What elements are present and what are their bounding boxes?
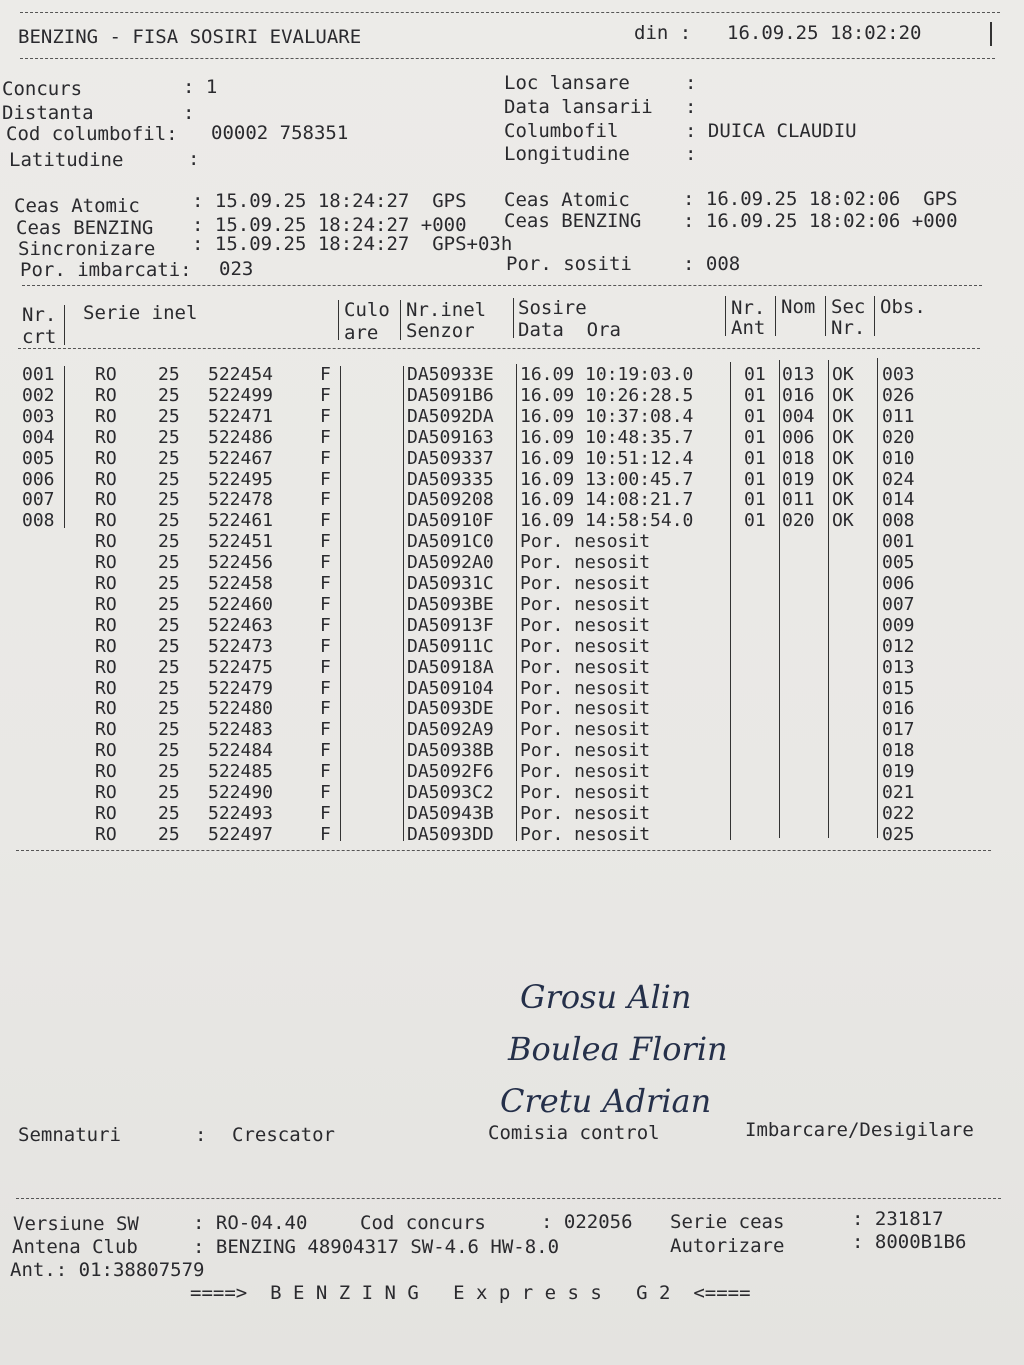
cell-senzor: DA509335 xyxy=(407,468,494,490)
cell-obs: 019 xyxy=(882,761,915,783)
ceas-benzing-label: Ceas BENZING xyxy=(16,217,154,239)
longitudine-value: : xyxy=(685,143,697,165)
table-row xyxy=(0,364,1024,385)
cell-sec: OK xyxy=(832,384,854,406)
cell-obs: 013 xyxy=(882,656,915,678)
header-divider xyxy=(20,58,995,59)
cell-inel: 522467 xyxy=(208,447,274,469)
cell-nr-crt: 002 xyxy=(22,384,55,406)
cell-tara: RO xyxy=(95,823,117,845)
cell-senzor: DA50913F xyxy=(407,614,494,636)
cell-nom: 020 xyxy=(782,510,815,532)
table-row xyxy=(0,406,1024,427)
cell-sex: F xyxy=(320,447,331,469)
cell-obs: 014 xyxy=(882,489,915,511)
col-sec-1: Sec xyxy=(831,296,866,318)
cell-inel: 522484 xyxy=(208,740,274,762)
por-sositi-value: : 008 xyxy=(683,253,741,275)
cell-an: 25 xyxy=(158,761,180,783)
cell-sosire: 16.09 10:37:08.4 xyxy=(520,405,694,427)
cell-nr-ant: 01 xyxy=(744,405,766,427)
cell-an: 25 xyxy=(158,447,180,469)
table-bottom-divider xyxy=(16,850,991,851)
cell-sec: OK xyxy=(832,468,854,490)
cell-tara: RO xyxy=(95,364,117,385)
cell-nr-ant: 01 xyxy=(744,384,766,406)
columbofil-label: Columbofil xyxy=(504,120,619,142)
ceas-benzing-right-value: : 16.09.25 18:02:06 +000 xyxy=(683,210,958,232)
signature-3: Cretu Adrian xyxy=(500,1082,712,1120)
cell-inel: 522454 xyxy=(208,364,274,385)
cell-nom: 006 xyxy=(782,426,815,448)
cell-sosire: Por. nesosit xyxy=(520,552,651,574)
table-row xyxy=(0,636,1024,657)
cod-concurs-label: Cod concurs xyxy=(360,1212,486,1234)
col-nr-inel-1: Nr.inel xyxy=(406,299,487,321)
table-row xyxy=(0,510,1024,531)
semnaturi-separator: : xyxy=(195,1124,207,1146)
cell-sex: F xyxy=(320,719,331,741)
hdr-sep xyxy=(825,296,826,336)
cell-nr-crt: 006 xyxy=(22,468,55,490)
cod-columbofil-value: 00002 758351 xyxy=(211,122,349,144)
cell-inel: 522483 xyxy=(208,719,274,741)
data-lansarii-label: Data lansarii xyxy=(504,96,653,118)
serie-ceas-label: Serie ceas xyxy=(670,1211,785,1233)
cell-tara: RO xyxy=(95,656,117,678)
cell-nr-crt: 007 xyxy=(22,489,55,511)
cell-sex: F xyxy=(320,635,331,657)
cell-sosire: Por. nesosit xyxy=(520,740,651,762)
cell-sosire: 16.09 10:26:28.5 xyxy=(520,384,694,406)
col-nr-ant-2: Ant xyxy=(731,317,766,339)
col-data-ora: Data Ora xyxy=(518,319,621,341)
cell-senzor: DA50918A xyxy=(407,656,494,678)
cell-obs: 015 xyxy=(882,677,915,699)
din-label: din : xyxy=(634,22,692,44)
cell-sex: F xyxy=(320,698,331,720)
autorizare-label: Autorizare xyxy=(670,1235,785,1257)
ceas-atomic-right-value: : 16.09.25 18:02:06 GPS xyxy=(683,188,958,210)
cell-tara: RO xyxy=(95,740,117,762)
loc-lansare-value: : xyxy=(685,72,697,94)
cell-inel: 522475 xyxy=(208,656,274,678)
cell-sec: OK xyxy=(832,426,854,448)
imbarcare-label: Imbarcare/Desigilare xyxy=(745,1119,974,1141)
cell-inel: 522499 xyxy=(208,384,274,406)
table-row xyxy=(0,469,1024,490)
ceas-benzing-right-label: Ceas BENZING xyxy=(504,210,642,232)
cell-sex: F xyxy=(320,552,331,574)
cell-inel: 522497 xyxy=(208,823,274,845)
por-imbarcati-value: 023 xyxy=(219,258,254,280)
semnaturi-label: Semnaturi xyxy=(18,1124,121,1146)
cell-nom: 004 xyxy=(782,405,815,427)
cell-tara: RO xyxy=(95,468,117,490)
antena-label: Antena Club xyxy=(12,1236,138,1258)
col-serie-inel: Serie inel xyxy=(83,302,198,324)
cell-an: 25 xyxy=(158,364,180,385)
cell-an: 25 xyxy=(158,489,180,511)
brand-line: ====> B E N Z I N G E x p r e s s G 2 <==== xyxy=(190,1282,751,1304)
cell-nom: 011 xyxy=(782,489,815,511)
cell-senzor: DA50911C xyxy=(407,635,494,657)
cell-an: 25 xyxy=(158,802,180,824)
col-culoare-2: are xyxy=(344,322,379,344)
table-row xyxy=(0,719,1024,740)
columbofil-value: : DUICA CLAUDIU xyxy=(685,120,857,142)
cell-sex: F xyxy=(320,823,331,845)
cell-sec: OK xyxy=(832,510,854,532)
cell-sosire: Por. nesosit xyxy=(520,823,651,845)
table-header-divider xyxy=(18,348,980,349)
cell-inel: 522486 xyxy=(208,426,274,448)
por-sositi-label: Por. sositi xyxy=(506,253,632,275)
cell-senzor: DA509337 xyxy=(407,447,494,469)
col-sec-2: Nr. xyxy=(831,317,866,339)
cell-sec: OK xyxy=(832,489,854,511)
hdr-sep xyxy=(513,298,514,338)
table-row xyxy=(0,761,1024,782)
cell-sex: F xyxy=(320,510,331,532)
cell-an: 25 xyxy=(158,782,180,803)
cell-sosire: 16.09 10:19:03.0 xyxy=(520,364,694,385)
table-row xyxy=(0,531,1024,552)
cell-obs: 025 xyxy=(882,823,915,845)
cell-an: 25 xyxy=(158,552,180,574)
cell-sosire: Por. nesosit xyxy=(520,573,651,594)
cell-sec: OK xyxy=(832,447,854,469)
cell-tara: RO xyxy=(95,426,117,448)
cell-inel: 522479 xyxy=(208,677,274,699)
autorizare-value: : 8000B1B6 xyxy=(852,1231,967,1253)
cell-sosire: Por. nesosit xyxy=(520,802,651,824)
cell-an: 25 xyxy=(158,384,180,406)
cell-nr-crt: 008 xyxy=(22,510,55,532)
cell-an: 25 xyxy=(158,823,180,845)
cell-tara: RO xyxy=(95,573,117,594)
cell-senzor: DA50931C xyxy=(407,573,494,594)
cell-nr-ant: 01 xyxy=(744,364,766,385)
cell-sec: OK xyxy=(832,405,854,427)
cell-senzor: DA509163 xyxy=(407,426,494,448)
cell-sosire: Por. nesosit xyxy=(520,782,651,803)
cell-inel: 522478 xyxy=(208,489,274,511)
cell-obs: 009 xyxy=(882,614,915,636)
cell-obs: 005 xyxy=(882,552,915,574)
cell-tara: RO xyxy=(95,698,117,720)
cell-nr-ant: 01 xyxy=(744,468,766,490)
cell-nr-ant: 01 xyxy=(744,447,766,469)
col-culoare-1: Culo xyxy=(344,299,390,321)
ceas-atomic-label: Ceas Atomic xyxy=(14,195,140,217)
cell-inel: 522451 xyxy=(208,531,274,553)
hdr-sep xyxy=(725,296,726,336)
table-row xyxy=(0,678,1024,699)
col-nom: Nom xyxy=(781,296,816,318)
col-nr-ant-1: Nr. xyxy=(731,297,766,319)
cell-sex: F xyxy=(320,364,331,385)
document-title: BENZING - FISA SOSIRI EVALUARE xyxy=(18,26,362,48)
latitudine-label: Latitudine xyxy=(9,149,124,171)
cell-sosire: Por. nesosit xyxy=(520,531,651,553)
cell-senzor: DA5092F6 xyxy=(407,761,494,783)
cell-sex: F xyxy=(320,405,331,427)
cell-sex: F xyxy=(320,426,331,448)
cell-obs: 024 xyxy=(882,468,915,490)
table-row xyxy=(0,698,1024,719)
cell-sex: F xyxy=(320,782,331,803)
cell-senzor: DA5092DA xyxy=(407,405,494,427)
cell-senzor: DA509208 xyxy=(407,489,494,511)
cell-senzor: DA5093BE xyxy=(407,593,494,615)
cell-inel: 522463 xyxy=(208,614,274,636)
cell-inel: 522461 xyxy=(208,510,274,532)
versiune-label: Versiune SW xyxy=(13,1213,139,1235)
cell-an: 25 xyxy=(158,510,180,532)
distanta-label: Distanta xyxy=(2,102,94,124)
hdr-sep xyxy=(400,300,401,340)
cell-sex: F xyxy=(320,531,331,553)
cell-inel: 522485 xyxy=(208,761,274,783)
cell-tara: RO xyxy=(95,802,117,824)
cell-sosire: 16.09 10:51:12.4 xyxy=(520,447,694,469)
cell-sex: F xyxy=(320,593,331,615)
cell-tara: RO xyxy=(95,761,117,783)
table-row xyxy=(0,740,1024,761)
cell-sosire: 16.09 10:48:35.7 xyxy=(520,426,694,448)
cell-tara: RO xyxy=(95,405,117,427)
cell-an: 25 xyxy=(158,677,180,699)
cell-obs: 007 xyxy=(882,593,915,615)
cell-tara: RO xyxy=(95,635,117,657)
cell-tara: RO xyxy=(95,614,117,636)
cod-concurs-value: : 022056 xyxy=(541,1211,633,1233)
cell-sosire: Por. nesosit xyxy=(520,593,651,615)
loc-lansare-label: Loc lansare xyxy=(504,72,630,94)
cell-nom: 013 xyxy=(782,364,815,385)
cell-obs: 001 xyxy=(882,531,915,553)
cell-sex: F xyxy=(320,761,331,783)
cell-inel: 522460 xyxy=(208,593,274,615)
cell-nr-ant: 01 xyxy=(744,489,766,511)
cell-sex: F xyxy=(320,677,331,699)
cell-nr-crt: 005 xyxy=(22,447,55,469)
cell-inel: 522490 xyxy=(208,782,274,803)
antena-value: : BENZING 48904317 SW-4.6 HW-8.0 xyxy=(193,1236,560,1258)
cell-an: 25 xyxy=(158,426,180,448)
table-row xyxy=(0,824,1024,845)
cell-an: 25 xyxy=(158,635,180,657)
cell-sosire: Por. nesosit xyxy=(520,656,651,678)
hdr-sep xyxy=(64,305,65,345)
cell-an: 25 xyxy=(158,656,180,678)
cell-an: 25 xyxy=(158,740,180,762)
ceas-atomic-right-label: Ceas Atomic xyxy=(504,189,630,211)
table-row xyxy=(0,615,1024,636)
cell-inel: 522471 xyxy=(208,405,274,427)
col-obs: Obs. xyxy=(880,296,926,318)
table-row xyxy=(0,594,1024,615)
serie-ceas-value: : 231817 xyxy=(852,1208,944,1230)
cell-sex: F xyxy=(320,468,331,490)
cell-tara: RO xyxy=(95,489,117,511)
cell-sosire: Por. nesosit xyxy=(520,698,651,720)
cell-nom: 018 xyxy=(782,447,815,469)
ceas-atomic-value: : 15.09.25 18:24:27 GPS xyxy=(192,190,467,212)
cell-tara: RO xyxy=(95,593,117,615)
table-row xyxy=(0,385,1024,406)
data-lansarii-value: : xyxy=(685,96,697,118)
concurs-label: Concurs xyxy=(2,78,83,100)
cell-nr-crt: 001 xyxy=(22,364,55,385)
header-right-tick xyxy=(990,22,992,46)
cell-nom: 019 xyxy=(782,468,815,490)
comisia-label: Comisia control xyxy=(488,1122,660,1144)
cell-sosire: Por. nesosit xyxy=(520,719,651,741)
cod-columbofil-label: Cod columbofil: xyxy=(6,123,178,145)
table-row xyxy=(0,552,1024,573)
cell-senzor: DA5092A9 xyxy=(407,719,494,741)
col-sosire: Sosire xyxy=(518,297,587,319)
sincronizare-value: : 15.09.25 18:24:27 GPS+03h xyxy=(192,233,513,255)
cell-an: 25 xyxy=(158,531,180,553)
cell-nr-crt: 003 xyxy=(22,405,55,427)
table-row xyxy=(0,448,1024,469)
cell-obs: 012 xyxy=(882,635,915,657)
cell-obs: 022 xyxy=(882,802,915,824)
cell-obs: 003 xyxy=(882,364,915,385)
cell-inel: 522480 xyxy=(208,698,274,720)
cell-senzor: DA5093C2 xyxy=(407,782,494,803)
cell-senzor: DA5091C0 xyxy=(407,531,494,553)
hdr-sep xyxy=(874,296,875,336)
cell-obs: 010 xyxy=(882,447,915,469)
col-nr-crt-1: Nr. xyxy=(22,304,57,326)
cell-sosire: Por. nesosit xyxy=(520,635,651,657)
cell-an: 25 xyxy=(158,719,180,741)
versiune-value: : RO-04.40 xyxy=(193,1212,308,1234)
cell-an: 25 xyxy=(158,573,180,594)
cell-sosire: 16.09 14:58:54.0 xyxy=(520,510,694,532)
cell-senzor: DA5093DD xyxy=(407,823,494,845)
cell-inel: 522458 xyxy=(208,573,274,594)
cell-senzor: DA50943B xyxy=(407,802,494,824)
cell-tara: RO xyxy=(95,384,117,406)
cell-an: 25 xyxy=(158,405,180,427)
cell-sex: F xyxy=(320,489,331,511)
cell-obs: 020 xyxy=(882,426,915,448)
cell-tara: RO xyxy=(95,531,117,553)
cell-obs: 008 xyxy=(882,510,915,532)
cell-nom: 016 xyxy=(782,384,815,406)
table-row xyxy=(0,803,1024,824)
cell-senzor: DA5093DE xyxy=(407,698,494,720)
cell-inel: 522473 xyxy=(208,635,274,657)
cell-senzor: DA509104 xyxy=(407,677,494,699)
cell-sex: F xyxy=(320,740,331,762)
cell-senzor: DA5091B6 xyxy=(407,384,494,406)
cell-tara: RO xyxy=(95,782,117,803)
ceas-benzing-value: : 15.09.25 18:24:27 +000 xyxy=(192,214,467,236)
cell-inel: 522495 xyxy=(208,468,274,490)
cell-senzor: DA50938B xyxy=(407,740,494,762)
hdr-sep xyxy=(338,300,339,340)
ant-line: Ant.: 01:38807579 xyxy=(10,1259,205,1281)
cell-sosire: 16.09 14:08:21.7 xyxy=(520,489,694,511)
cell-obs: 018 xyxy=(882,740,915,762)
cell-obs: 016 xyxy=(882,698,915,720)
cell-obs: 017 xyxy=(882,719,915,741)
cell-obs: 006 xyxy=(882,573,915,594)
cell-sec: OK xyxy=(832,364,854,385)
cell-obs: 011 xyxy=(882,405,915,427)
cell-an: 25 xyxy=(158,698,180,720)
din-value: 16.09.25 18:02:20 xyxy=(727,22,922,44)
cell-obs: 021 xyxy=(882,782,915,803)
cell-nr-ant: 01 xyxy=(744,426,766,448)
sincronizare-label: Sincronizare xyxy=(18,238,156,260)
clock-divider xyxy=(22,285,982,286)
cell-sex: F xyxy=(320,656,331,678)
distanta-value: : xyxy=(183,102,195,124)
crescator-label: Crescator xyxy=(232,1124,335,1146)
cell-inel: 522493 xyxy=(208,802,274,824)
signature-1: Grosu Alin xyxy=(520,978,692,1016)
cell-sosire: 16.09 13:00:45.7 xyxy=(520,468,694,490)
latitudine-value: : xyxy=(188,148,200,170)
col-nr-crt-2: crt xyxy=(22,326,57,348)
cell-senzor: DA50910F xyxy=(407,510,494,532)
table-row xyxy=(0,489,1024,510)
cell-sex: F xyxy=(320,614,331,636)
cell-an: 25 xyxy=(158,614,180,636)
cell-tara: RO xyxy=(95,719,117,741)
table-row xyxy=(0,782,1024,803)
cell-obs: 026 xyxy=(882,384,915,406)
signature-2: Boulea Florin xyxy=(508,1030,728,1068)
cell-senzor: DA50933E xyxy=(407,364,494,385)
cell-tara: RO xyxy=(95,510,117,532)
cell-inel: 522456 xyxy=(208,552,274,574)
cell-an: 25 xyxy=(158,468,180,490)
concurs-value: : 1 xyxy=(183,76,218,98)
cell-tara: RO xyxy=(95,677,117,699)
cell-senzor: DA5092A0 xyxy=(407,552,494,574)
cell-nr-ant: 01 xyxy=(744,510,766,532)
cell-sosire: Por. nesosit xyxy=(520,677,651,699)
cell-an: 25 xyxy=(158,593,180,615)
cell-tara: RO xyxy=(95,447,117,469)
col-nr-inel-2: Senzor xyxy=(406,320,475,342)
footer-divider xyxy=(16,1198,1001,1199)
cell-sosire: Por. nesosit xyxy=(520,761,651,783)
cell-sosire: Por. nesosit xyxy=(520,614,651,636)
table-row xyxy=(0,573,1024,594)
longitudine-label: Longitudine xyxy=(504,143,630,165)
cell-sex: F xyxy=(320,384,331,406)
cell-nr-crt: 004 xyxy=(22,426,55,448)
cell-tara: RO xyxy=(95,552,117,574)
cell-sex: F xyxy=(320,573,331,594)
hdr-sep xyxy=(775,296,776,336)
table-row xyxy=(0,427,1024,448)
table-row xyxy=(0,657,1024,678)
cell-sex: F xyxy=(320,802,331,824)
top-divider xyxy=(20,12,1000,13)
por-imbarcati-label: Por. imbarcati: xyxy=(20,259,192,281)
